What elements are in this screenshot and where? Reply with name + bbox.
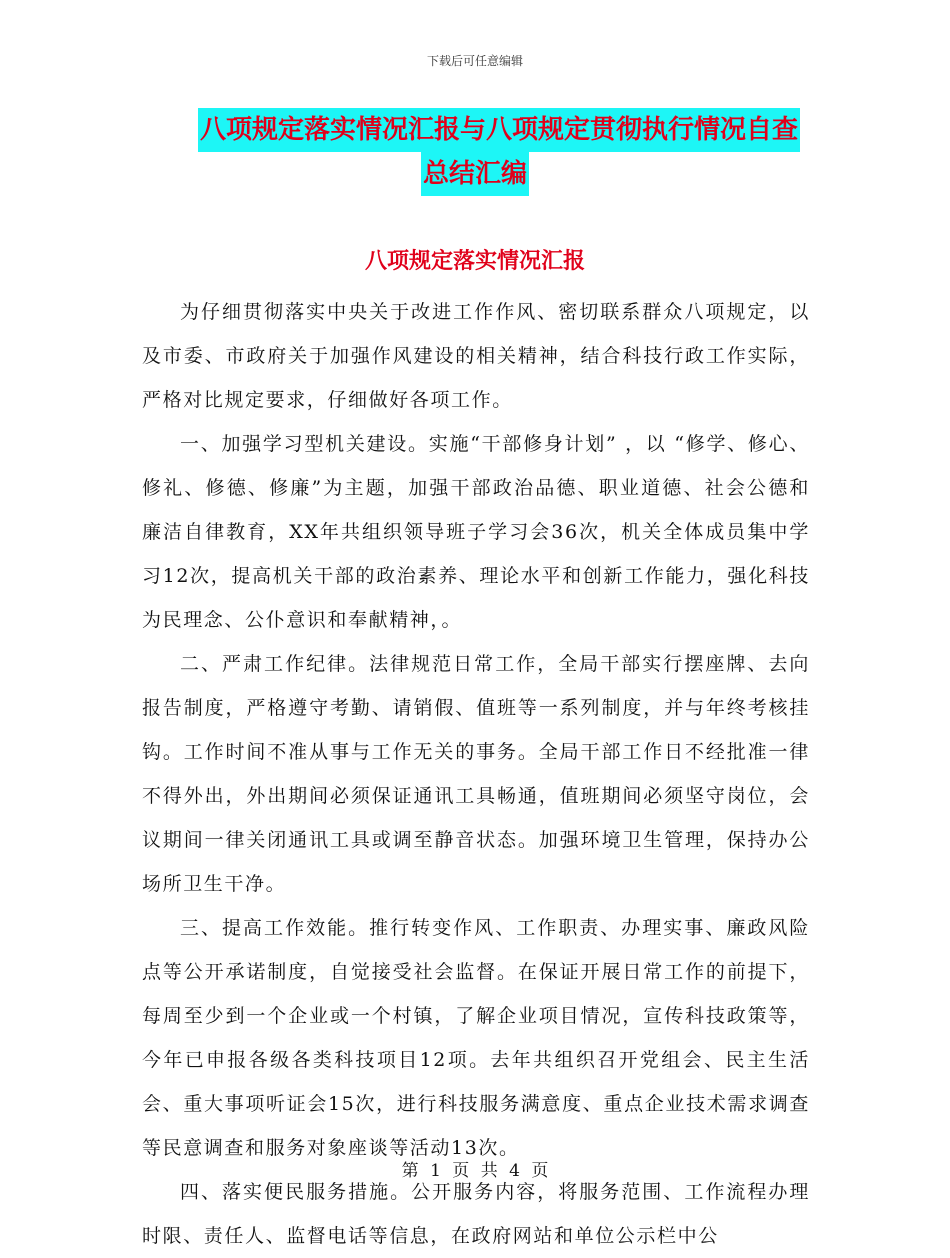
paragraph-section-1: 一、加强学习型机关建设。实施“干部修身计划” ，以 “修学、修心、修礼、修德、修廉”为主题，加强干部政治品德、职业道德、社会公德和廉洁自律教育，XX年共组织领导班子学习会36次，机关全体成员集中学习12次，提高机关干部的政治素养、理论水平和创新工作能力，强化科技为民理念、公仆意识和奉献精神，。 [142, 433, 810, 631]
title-line-1: 八项规定落实情况汇报与八项规定贯彻执行情况自查 [198, 108, 800, 152]
header-note: 下载后可任意编辑 [426, 54, 523, 68]
paragraph-section-4: 四、落实便民服务措施。公开服务内容，将服务范围、工作流程办理时限、责任人、监督电话等信息，在政府网站和单位公示栏中公 [142, 1181, 810, 1247]
title-line-2: 总结汇编 [421, 152, 529, 196]
page-number-footer: 第 1 页 共 4 页 [401, 1161, 549, 1181]
section-subtitle: 八项规定落实情况汇报 [364, 248, 585, 274]
paragraph-section-3: 三、提高工作效能。推行转变作风、工作职责、办理实事、廉政风险点等公开承诺制度，自觉接受社会监督。在保证开展日常工作的前提下，每周至少到一个企业或一个村镇，了解企业项目情况，宣传科技政策等，今年已申报各级各类科技项目12项。去年共组织召开党组会、民主生活会、重大事项听证会15次，进行科技服务满意度、重点企业技术需求调查等民意调查和服务对象座谈等活动13次。 [142, 917, 810, 1159]
paragraph-intro: 为仔细贯彻落实中央关于改进工作作风、密切联系群众八项规定，以及市委、市政府关于加强作风建设的相关精神，结合科技行政工作实际，严格对比规定要求，仔细做好各项工作。 [142, 301, 810, 411]
paragraph-section-2: 二、严肃工作纪律。法律规范日常工作，全局干部实行摆座牌、去向报告制度，严格遵守考勤、请销假、值班等一系列制度，并与年终考核挂钩。工作时间不准从事与工作无关的事务。全局干部工作日不经批准一律不得外出，外出期间必须保证通讯工具畅通，值班期间必须坚守岗位，会议期间一律关闭通讯工具或调至静音状态。加强环境卫生管理，保持办公场所卫生干净。 [142, 653, 810, 895]
document-body [142, 290, 810, 1258]
document-title [0, 108, 950, 196]
